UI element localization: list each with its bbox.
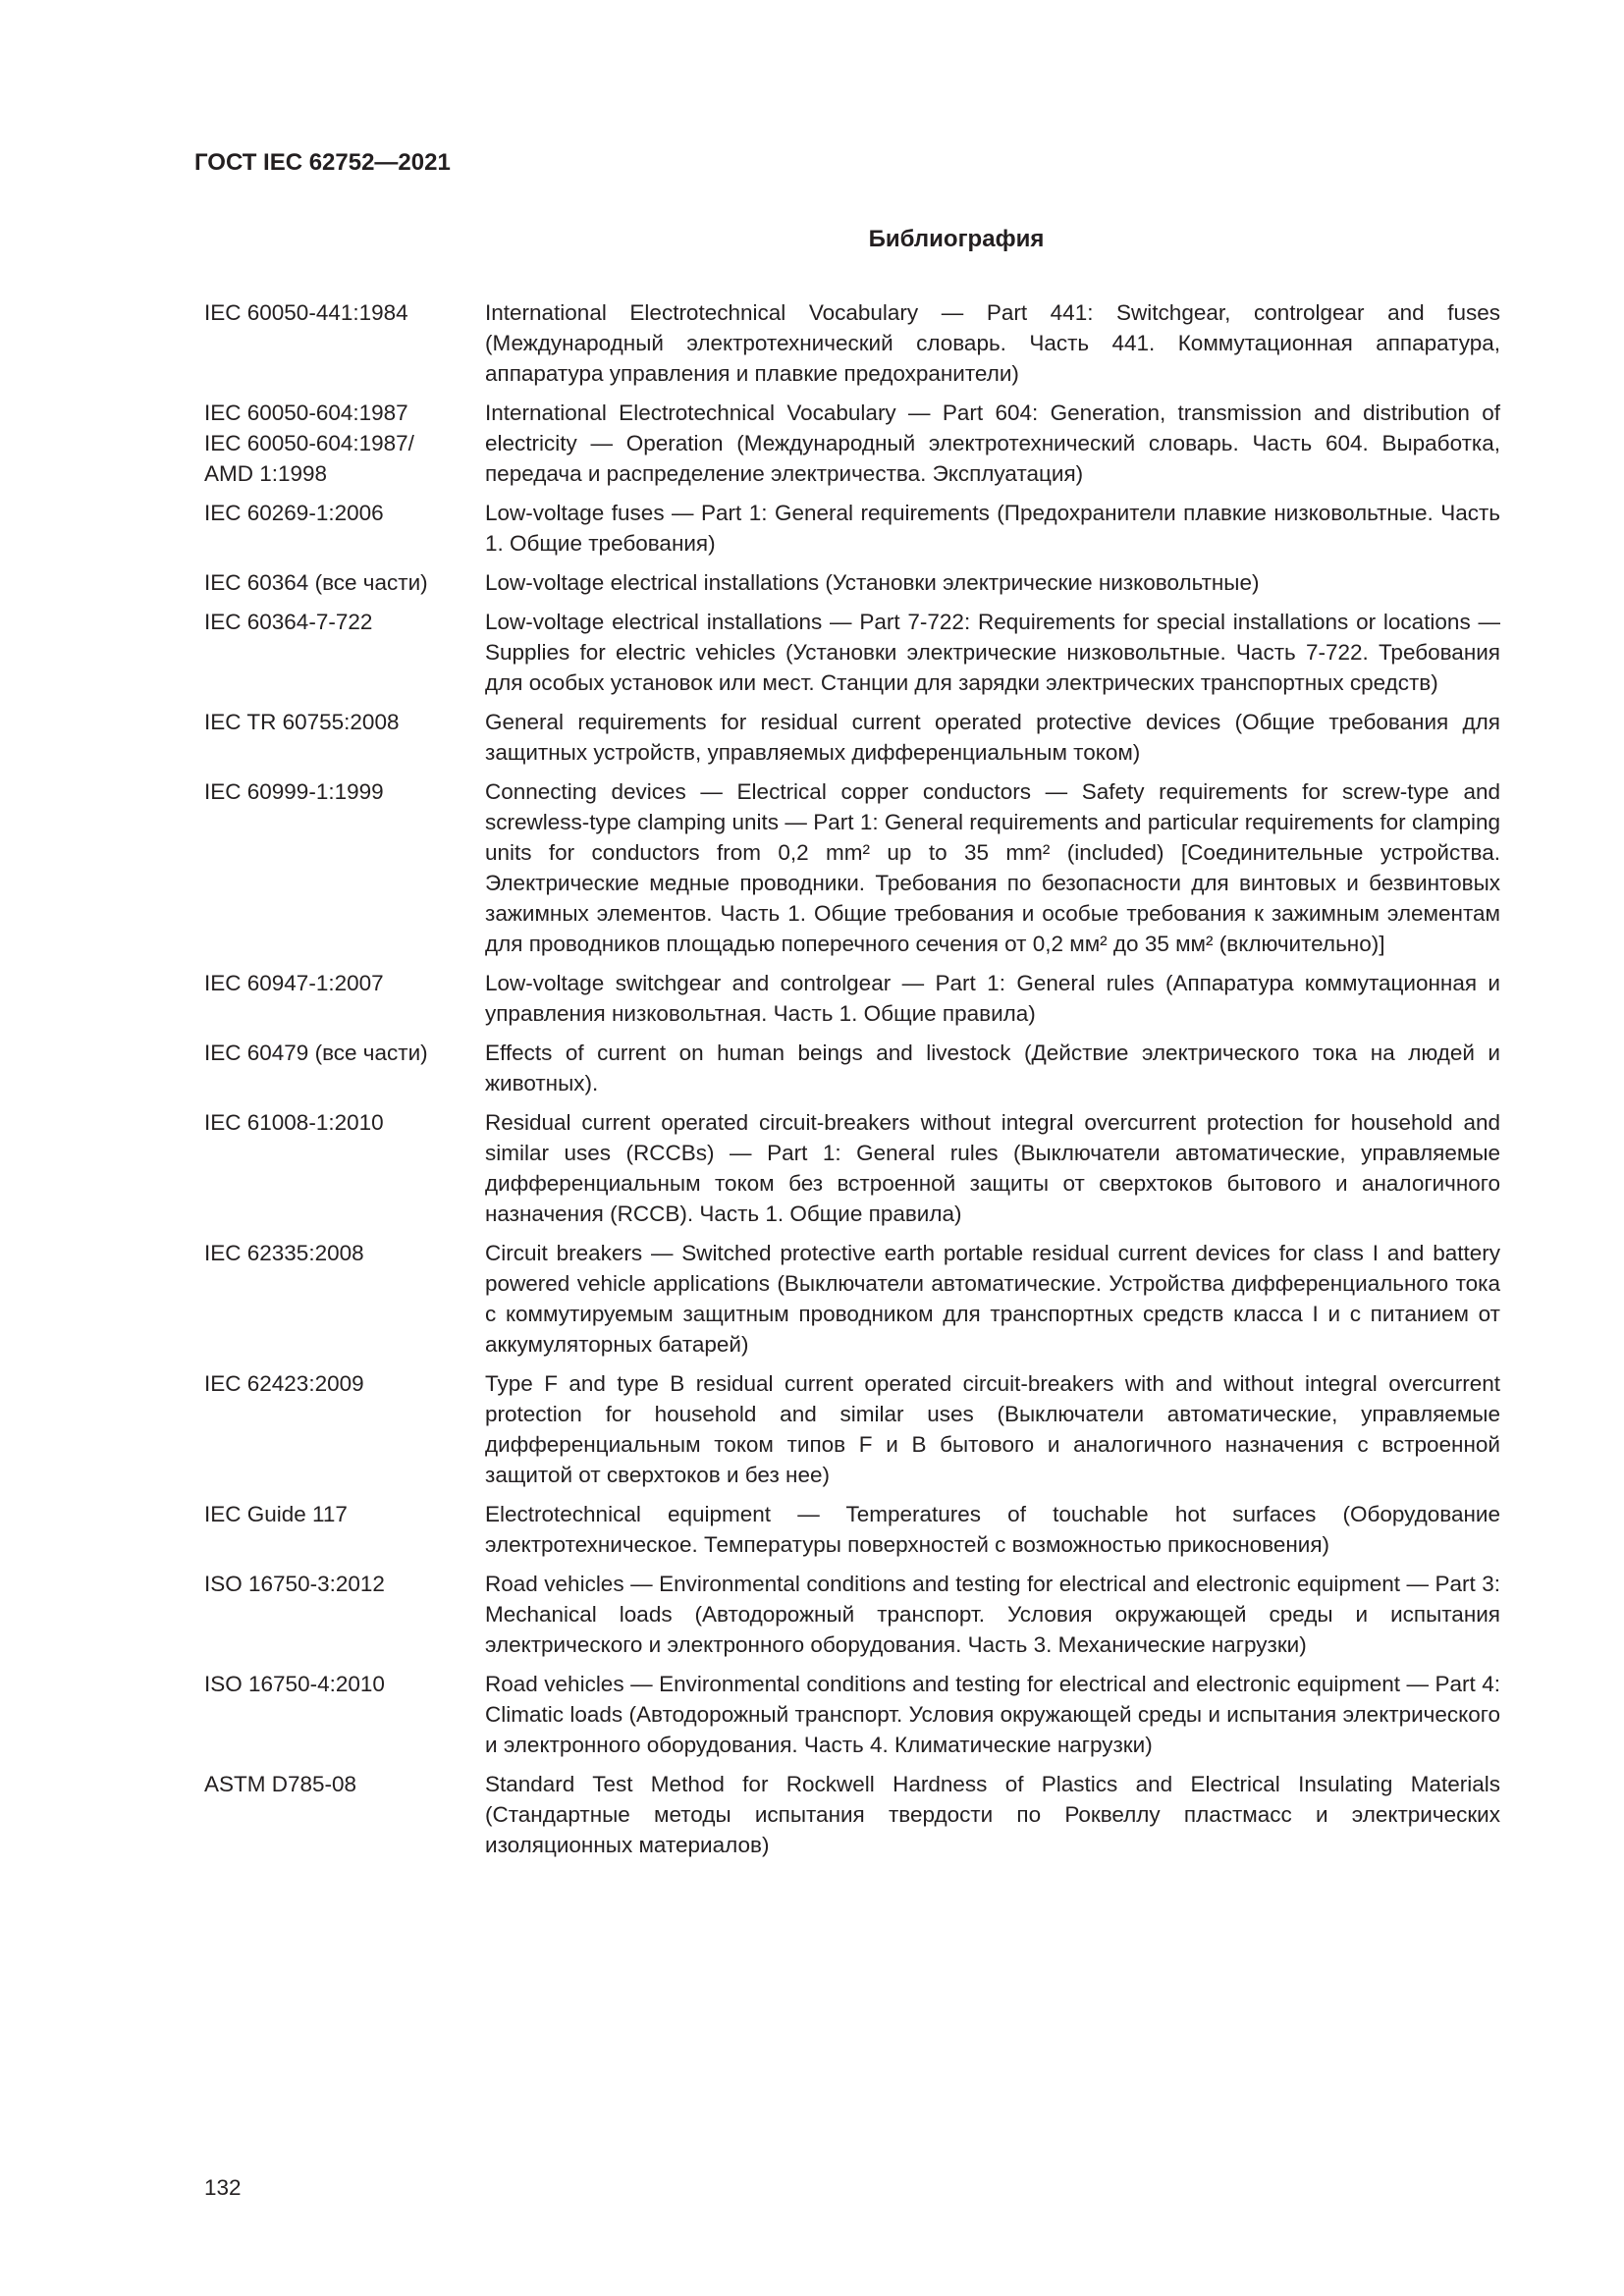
standard-reference-line: AMD 1:1998 <box>204 461 328 486</box>
standard-reference <box>204 498 485 528</box>
standard-description: Road vehicles — Environmental conditions and testing for electrical and electronic equipment — Part 4: Climatic loads (Автодорожный транспорт. Условия окружающей среды и испытания электрического и электронного оборудования. Часть 4. Климатические нагрузки) <box>485 1672 1500 1757</box>
standard-reference-line: IEC TR 60755:2008 <box>204 710 400 734</box>
standard-description: Road vehicles — Environmental conditions and testing for electrical and electronic equipment — Part 3: Mechanical loads (Автодорожный транспорт. Условия окружающей среды и испытания электрического и электронного оборудования. Часть 3. Механические нагрузки) <box>485 1572 1500 1657</box>
standard-reference <box>204 1038 485 1068</box>
standard-reference-line: IEC 60999-1:1999 <box>204 779 384 804</box>
standard-reference <box>204 398 485 489</box>
standard-description: Electrotechnical equipment — Temperatures of touchable hot surfaces (Оборудование электротехническое. Температуры поверхностей с возможностью прикосновения) <box>485 1502 1500 1557</box>
bibliography-entry <box>204 607 1500 698</box>
standard-description: International Electrotechnical Vocabulary — Part 604: Generation, transmission and distribution of electricity — Operation (Международный электротехнический словарь. Часть 604. Выработка, передача и распределение электричества. Эксплуатация) <box>485 400 1500 486</box>
standard-reference-line: ISO 16750-3:2012 <box>204 1572 385 1596</box>
bibliography-entry <box>204 1499 1500 1560</box>
standard-reference-line: IEC 60364-7-722 <box>204 610 373 634</box>
page-number: 132 <box>204 2175 242 2200</box>
standard-reference-line: IEC 60364 (все части) <box>204 570 428 595</box>
bibliography-entry <box>204 1368 1500 1490</box>
bibliography-entry <box>204 1107 1500 1229</box>
standard-reference-line: IEC 60050-441:1984 <box>204 300 408 325</box>
standard-reference <box>204 707 485 737</box>
standard-description: Circuit breakers — Switched protective earth portable residual current devices for class I and battery powered vehicle applications (Выключатели автоматические. Устройства дифференциального тока с коммутируемым защитным проводником для транспортных средств класса I и с питанием от аккумуляторных батарей) <box>485 1241 1500 1357</box>
bibliography-entry <box>204 297 1500 389</box>
standard-reference-line: IEC Guide 117 <box>204 1502 348 1526</box>
bibliography-entry <box>204 968 1500 1029</box>
bibliography-entry <box>204 1238 1500 1360</box>
standard-reference <box>204 1499 485 1529</box>
document-code-header: ГОСТ IEC 62752—2021 <box>194 149 451 176</box>
standard-reference <box>204 567 485 598</box>
standard-description: Standard Test Method for Rockwell Hardness of Plastics and Electrical Insulating Materials (Стандартные методы испытания твердости по Роквеллу пластмасс и электрических изоляционных материалов) <box>485 1772 1500 1857</box>
bibliography-entry <box>204 1569 1500 1660</box>
bibliography-entry <box>204 498 1500 559</box>
standard-reference <box>204 1669 485 1699</box>
standard-reference-line: ASTM D785-08 <box>204 1772 357 1796</box>
bibliography-entry <box>204 776 1500 959</box>
standard-reference <box>204 607 485 637</box>
bibliography-entry <box>204 707 1500 768</box>
standard-description: Low-voltage fuses — Part 1: General requirements (Предохранители плавкие низковольтные. Часть 1. Общие требования) <box>485 501 1500 556</box>
bibliography-entry <box>204 1038 1500 1098</box>
bibliography-list <box>204 297 1500 1869</box>
standard-reference <box>204 968 485 998</box>
standard-description: Residual current operated circuit-breakers without integral overcurrent protection for household and similar uses (RCCBs) — Part 1: General rules (Выключатели автоматические, управляемые дифференциальным током без встроенной защиты от сверхтоков бытового и аналогичного назначения (RCCB). Часть 1. Общие правила) <box>485 1110 1500 1226</box>
standard-reference <box>204 297 485 328</box>
standard-reference <box>204 1368 485 1399</box>
standard-reference-line: IEC 60050-604:1987 <box>204 400 408 425</box>
standard-description: Low-voltage electrical installations — Part 7-722: Requirements for special installations or locations — Supplies for electric vehicles (Установки электрические низковольтные. Часть 7-722. Требования для особых установок или мест. Станции для зарядки электрических транспортных средств) <box>485 610 1500 695</box>
standard-description: Low-voltage electrical installations (Установки электрические низковольтные) <box>485 570 1260 595</box>
standard-reference <box>204 776 485 807</box>
standard-reference <box>204 1769 485 1799</box>
bibliography-entry <box>204 1669 1500 1760</box>
standard-reference-line: IEC 60269-1:2006 <box>204 501 384 525</box>
standard-reference-line: IEC 62335:2008 <box>204 1241 364 1265</box>
standard-reference <box>204 1569 485 1599</box>
bibliography-entry <box>204 567 1500 598</box>
section-title: Библиография <box>868 226 1045 252</box>
standard-reference-line: IEC 60050-604:1987/ <box>204 431 414 455</box>
standard-description: General requirements for residual current operated protective devices (Общие требования для защитных устройств, управляемых дифференциальным током) <box>485 710 1500 765</box>
standard-description: Low-voltage switchgear and controlgear — Part 1: General rules (Аппаратура коммутационная и управления низковольтная. Часть 1. Общие правила) <box>485 971 1500 1026</box>
standard-reference-line: IEC 62423:2009 <box>204 1371 364 1396</box>
standard-reference-line: ISO 16750-4:2010 <box>204 1672 385 1696</box>
bibliography-entry <box>204 1769 1500 1860</box>
standard-description: Effects of current on human beings and livestock (Действие электрического тока на людей и животных). <box>485 1041 1500 1095</box>
standard-reference <box>204 1107 485 1138</box>
standard-description: Connecting devices — Electrical copper conductors — Safety requirements for screw-type and screwless-type clamping units — Part 1: General requirements and particular requirements for clamping units for conductors from 0,2 mm² up to 35 mm² (included) [Соединительные устройства. Электрические медные проводники. Требования по безопасности для винтовых и безвинтовых зажимных элементов. Часть 1. Общие требования и особые требования к зажимным элементам для проводников площадью поперечного сечения от 0,2 мм² до 35 мм² (включительно)] <box>485 779 1500 956</box>
standard-description: International Electrotechnical Vocabulary — Part 441: Switchgear, controlgear and fuses (Международный электротехнический словарь. Часть 441. Коммутационная аппаратура, аппаратура управления и плавкие предохранители) <box>485 300 1500 386</box>
standard-reference-line: IEC 61008-1:2010 <box>204 1110 384 1135</box>
standard-reference <box>204 1238 485 1268</box>
standard-reference-line: IEC 60479 (все части) <box>204 1041 428 1065</box>
standard-description: Type F and type B residual current operated circuit-breakers with and without integral overcurrent protection for household and similar uses (Выключатели автоматические, управляемые дифференциальным током типов F и B бытового и аналогичного назначения с встроенной защитой от сверхтоков и без нее) <box>485 1371 1500 1487</box>
standard-reference-line: IEC 60947-1:2007 <box>204 971 384 995</box>
bibliography-entry <box>204 398 1500 489</box>
